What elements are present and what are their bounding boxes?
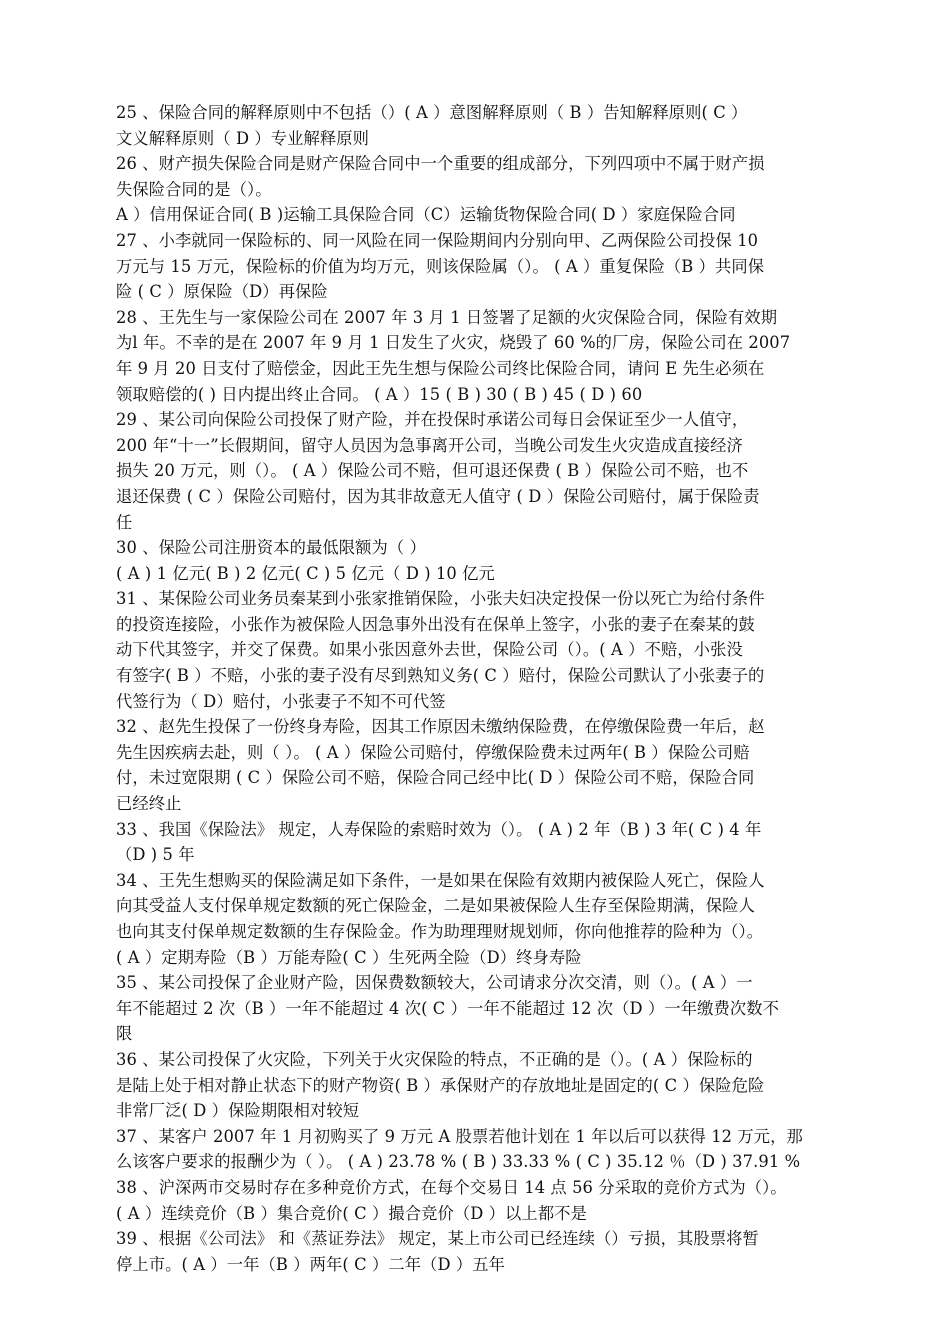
text-line: ( A ）连续竞价（B ）集合竞价( C ）撮合竞价（D ）以上都不是 — [116, 1203, 587, 1223]
text-line: 代签行为（ D）赔付，小张妻子不知不可代签 — [116, 691, 446, 711]
text-line: 非常厂泛( D ）保险期限相对较短 — [116, 1101, 360, 1121]
text-line: 也向其支付保单规定数额的生存保险金。作为助理理财规划师，你向他推荐的险种为（）。 — [116, 922, 764, 941]
text-line: 退还保费 ( C ）保险公司赔付，因为其非故意无人值守 ( D ）保险公司赔付，属于保险责 — [116, 486, 760, 506]
text-line: 年 9 月 20 日支付了赔偿金，因此王先生想与保险公司终比保险合同，请问 E 先生必须在 — [116, 358, 765, 378]
text-line: 的投资连接险，小张作为被保险人因急事外出没有在保单上签字，小张的妻子在秦某的鼓 — [116, 614, 755, 634]
text-line: 36 、某公司投保了火灾险，下列关于火灾保险的特点，不正确的是（）。( A ）保险标的 — [116, 1049, 753, 1069]
text-line: 文义解释原则（ D ）专业解释原则 — [116, 128, 370, 148]
text-line: 年不能超过 2 次（B ）一年不能超过 4 次( C ）一年不能超过 12 次（D ）一年缴费次数不 — [116, 998, 780, 1018]
text-line: A ）信用保证合同( B )运输工具保险合同（C）运输货物保险合同( D ）家庭保险合同 — [116, 205, 736, 225]
text-line: ( A ) 1 亿元( B ) 2 亿元( C ) 5 亿元（ D ) 10 亿元 — [116, 563, 495, 583]
text-line: 付，未过宽限期 ( C ）保险公司不赔，保险合同己经中比( D ）保险公司不赔，保险合同 — [116, 768, 755, 788]
text-line: 领取赔偿的( ) 日内提出终止合同。 ( A ）15 ( B ) 30 ( B ) 45 ( D ) 60 — [116, 384, 643, 404]
text-line: 33 、我国《保险法》 规定，人寿保险的索赔时效为（）。 ( A ) 2 年（B ) 3 年( C ) 4 年 — [116, 819, 762, 839]
text-line: 32 、赵先生投保了一份终身寿险，因其工作原因未缴纳保险费，在停缴保险费一年后，赵 — [116, 717, 765, 737]
text-line: 25 、保险合同的解释原则中不包括（）( A ）意图解释原则（ B ）告知解释原则( C ） — [116, 103, 748, 122]
text-line: 30 、保险公司注册资本的最低限额为（ ） — [116, 538, 426, 558]
text-line: （D ) 5 年 — [116, 845, 195, 865]
text-line: 200 年“十一”长假期间，留守人员因为急事离开公司，当晚公司发生火灾造成直接经济 — [116, 435, 743, 455]
text-line: 31 、某保险公司业务员秦某到小张家推销保险，小张夫妇决定投保一份以死亡为给付条件 — [116, 589, 765, 609]
text-line: 有签字( B ）不赔，小张的妻子没有尽到熟知义务( C ）赔付，保险公司默认了小张妻子的 — [116, 666, 765, 686]
text-line: 26 、财产损失保险合同是财产保险合同中一个重要的组成部分，下列四项中不属于财产损 — [116, 154, 765, 174]
text-line: 29 、某公司向保险公司投保了财产险，并在投保时承诺公司每日会保证至少一人值守， — [116, 410, 749, 430]
text-line: 动下代其签字，并交了保费。如果小张因意外去世，保险公司（）。( A ）不赔，小张没 — [116, 640, 743, 660]
text-line: 34 、王先生想购买的保险满足如下条件，一是如果在保险有效期内被保险人死亡，保险人 — [116, 870, 765, 890]
text-line: 万元与 15 万元，保险标的价值为均万元，则该保险属（）。 ( A ）重复保险（B ）共同保 — [116, 256, 765, 276]
text-line: ( A ）定期寿险（B ）万能寿险( C ）生死两全险（D）终身寿险 — [116, 947, 582, 967]
text-line: 么该客户要求的报酬少为（ ）。 ( A ) 23.78 % ( B ) 33.33 % ( C ) 35.12 ％（D ) 37.91 % — [116, 1152, 801, 1172]
text-line: 限 — [116, 1024, 133, 1044]
text-line: 失保险合同的是（）。 — [116, 179, 272, 199]
text-line: 任 — [116, 512, 133, 532]
text-line: 险 ( C ）原保险（D）再保险 — [116, 282, 328, 302]
text-line: 停上市。( A ）一年（B ）两年( C ）二年（D ）五年 — [116, 1254, 506, 1274]
text-line: 已经终止 — [116, 794, 182, 814]
text-line: 35 、某公司投保了企业财产险，因保费数额较大，公司请求分次交清，则（）。( A ）一 — [116, 973, 753, 993]
text-line: 是陆上处于相对静止状态下的财产物资( B ）承保财产的存放地址是固定的( C ）保险危险 — [116, 1075, 765, 1095]
text-line: 损失 20 万元，则（）。 ( A ）保险公司不赔，但可退还保费 ( B ）保险公司不赔，也不 — [116, 461, 749, 481]
text-line: 39 、根据《公司法》 和《蒸证券法》 规定，某上市公司已经连续（）亏损，其股票将暂 — [116, 1229, 759, 1249]
document-body — [116, 100, 840, 1277]
text-line: 先生因疾病去赴，则（ ）。 ( A ）保险公司赔付，停缴保险费未过两年( B ）保险公司赔 — [116, 742, 750, 762]
text-line: 向其受益人支付保单规定数额的死亡保险金，二是如果被保险人生存至保险期满，保险人 — [116, 896, 755, 916]
text-line: 为l 年。不幸的是在 2007 年 9 月 1 日发生了火灾，烧毁了 60 %的厂房，保险公司在 2007 — [116, 333, 791, 353]
text-line: 27 、小李就同一保险标的、同一风险在同一保险期间内分别向甲、乙两保险公司投保 10 — [116, 230, 759, 250]
text-line: 28 、王先生与一家保险公司在 2007 年 3 月 1 日签署了足额的火灾保险合同，保险有效期 — [116, 307, 778, 327]
text-line: 38 、沪深两市交易时存在多种竞价方式，在每个交易日 14 点 56 分采取的竞价方式为（）。 — [116, 1177, 787, 1197]
text-line: 37 、某客户 2007 年 1 月初购买了 9 万元 A 股票若他计划在 1 年以后可以获得 12 万元，那 — [116, 1126, 803, 1146]
